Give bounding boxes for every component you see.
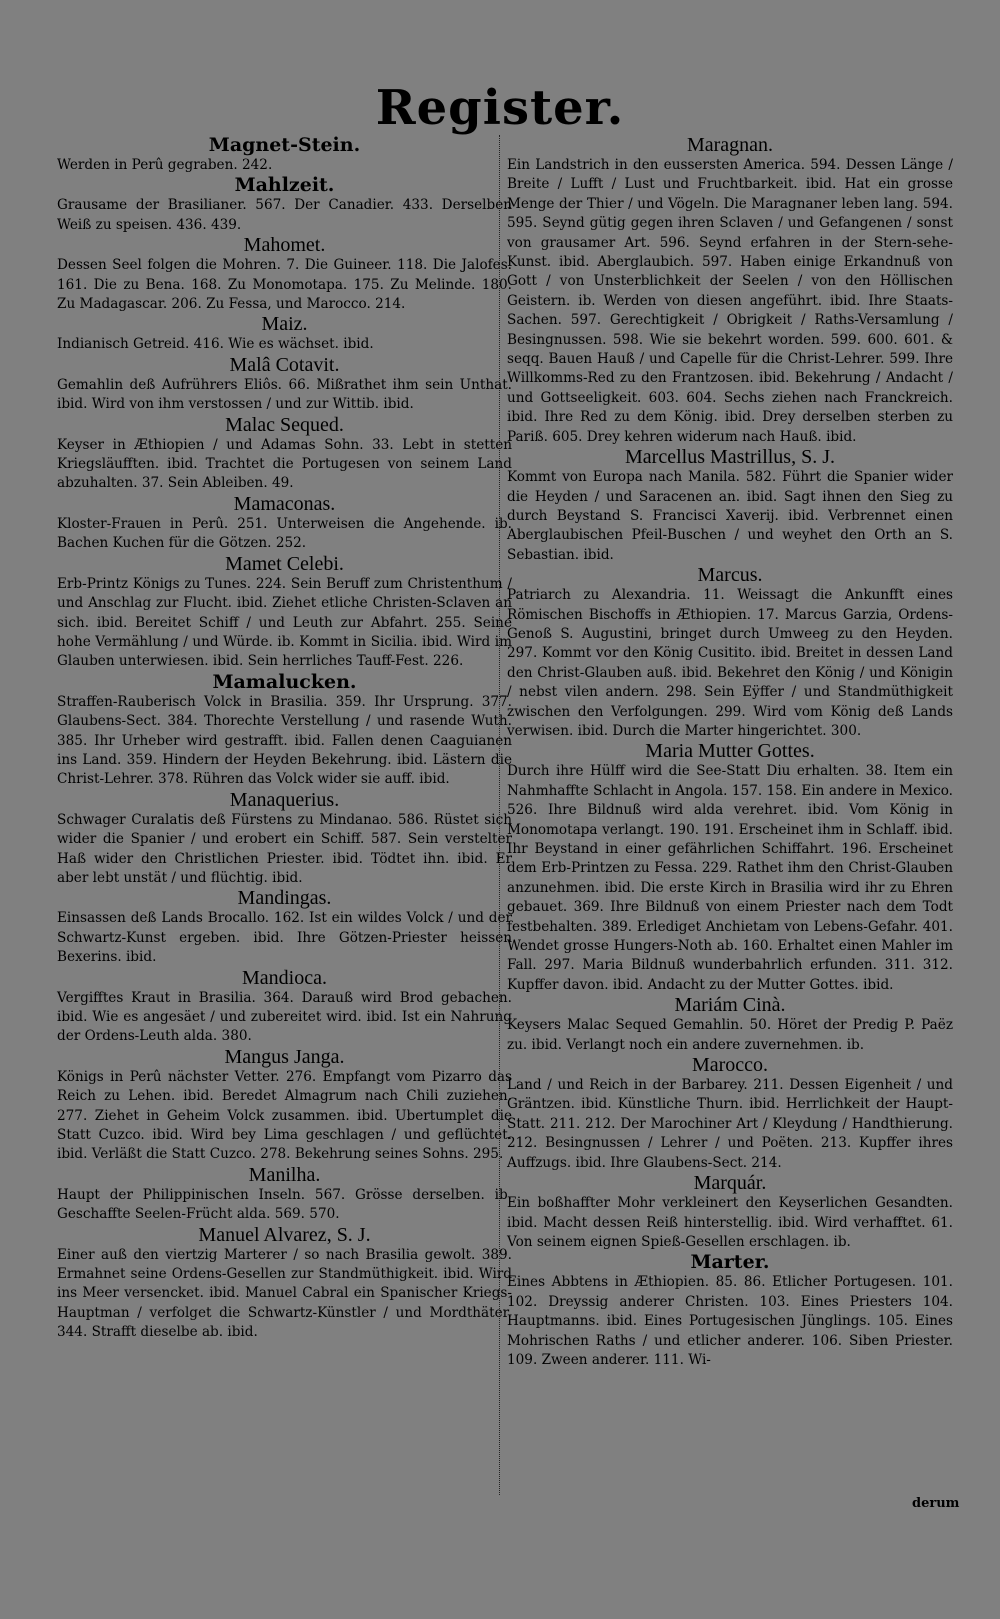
index-entry [57, 355, 512, 415]
entry-heading: Manilha. [248, 1163, 321, 1186]
entry-heading: Marcellus Mastrillus, S. J. [625, 446, 835, 469]
entry-text: Keysers Malac Sequed Gemahlin. 50. Höret der Predig P. Paëz zu. ibid. Verlangt noch ein andere zuvernehmen. ib. [507, 1017, 953, 1053]
index-entry [507, 135, 953, 447]
entry-text: Schwager Curalatis deß Fürstens zu Mindanao. 586. Rüstet sich wider die Spanier / und erobert ein Schiff. 587. Sein verstelter Haß wider den Christlichen Priester. ibid. Tödtet ihn. ibid. Er aber lebt unstät / und flüchtig. ibid. [57, 811, 512, 886]
index-entry [507, 565, 953, 741]
entry-heading: Manuel Alvarez, S. J. [198, 1223, 371, 1246]
entry-heading: Mahlzeit. [234, 174, 335, 197]
index-entry [507, 741, 953, 995]
index-entry [57, 790, 512, 889]
entry-text: Haupt der Philippinischen Inseln. 567. Grösse derselben. ib. Geschaffte Seelen-Frücht alda. 569. 570. [57, 1186, 512, 1223]
entry-text: Land / und Reich in der Barbarey. 211. Dessen Eigenheit / und Gräntzen. ibid. Künstliche Thurn. ibid. Herrlichkeit der Haupt-Statt. 211. 212. Der Marochiner Art / Kleydung / Handthierung. 212. Besingnussen / Lehrer / und Poëten. 213. Kupffer ihres Auffzugs. ibid. Ihre Glaubens-Sect. 214. [507, 1077, 953, 1171]
entry-heading: Malâ Cotavit. [229, 353, 340, 376]
entry-heading: Mandingas. [237, 887, 332, 910]
entry-heading: Mamaconas. [233, 492, 336, 515]
index-entry [507, 995, 953, 1055]
index-entry [57, 135, 512, 175]
entry-text: Gemahlin deß Aufrührers Eliôs. 66. Mißrathet ihm sein Unthat. ibid. Wird von ihm verstossen / und zur Wittib. ibid. [57, 376, 512, 413]
index-entry [507, 1173, 953, 1252]
entry-heading: Marter. [690, 1251, 770, 1274]
entry-text: Einsassen deß Lands Brocallo. 162. Ist ein wildes Volck / und der Schwartz-Kunst ergeben. ibid. Ihre Götzen-Priester heissen Bexerins. ibid. [57, 910, 512, 966]
entry-heading: Mamet Celebi. [225, 552, 344, 575]
entry-heading: Marquár. [693, 1172, 767, 1195]
entry-heading: Maria Mutter Gottes. [645, 740, 815, 763]
index-entry [57, 1165, 512, 1225]
index-entry [57, 672, 512, 790]
entry-text: Durch ihre Hülff wird die See-Statt Diu erhalten. 38. Item ein Nahmhaffte Schlacht in Angola. 157. 158. Ein andere in Mexico. 526. Ihre Bildnuß wird alda verehret. ibid. Vom König in Monomotapa verlangt. 190. 191. Erscheinet ihm in Schlaff. ibid. Ihr Beystand in einer gefährlichen Schiffahrt. 196. Erscheinet dem Erb-Printzen zu Fessa. 229. Rathet ihm den Christ-Glauben anzunehmen. ibid. Die erste Kirch in Brasilia wird ihr zu Ehren gebauet. 369. Ihre Bildnuß von einem Priester nach dem Todt festbehalten. 389. Erlediget Anchietam von Lebens-Gefahr. 401. Wendet grosse Hungers-Noth ab. 160. Erhaltet einen Mahler im Fall. 297. Maria Bildnuß wunderbahrlich erfunden. 311. 312. Kupffer davon. ibid. Andacht zu der Mutter Gottes. ibid. [507, 763, 953, 993]
index-entry [57, 494, 512, 554]
entry-text: Grausame der Brasilianer. 567. Der Canadier. 433. Derselben Weiß zu speisen. 436. 439. [57, 197, 512, 233]
entry-text: Erb-Printz Königs zu Tunes. 224. Sein Beruff zum Christenthum / und Anschlag zur Flucht. ibid. Ziehet etliche Christen-Sclaven an sich. ibid. Bereitet Schiff / und Leuth zur Abfahrt. 255. Seine hohe Vermählung / und Würde. ib. Kommt in Sicilia. ibid. Wird im Glauben unterwiesen. ibid. Sein herrliches Tauff-Fest. 226. [57, 575, 512, 670]
entry-heading: Manaquerius. [229, 788, 340, 811]
entry-text: Ein Landstrich in den eussersten America. 594. Dessen Länge / Breite / Lufft / Lust und Fruchtbarkeit. ibid. Hat ein grosse Menge der Thier / und Vögeln. Die Maragnaner leben lang. 594. 595. Seynd gütig gegen ihren Sclaven / und Gefangenen / sonst von grausamer Art. 596. Seynd erfahren in der Stern-sehe-Kunst. ibid. Aberglaubich. 597. Haben einige Erkandnuß von Gott / von Unsterblichkeit der Seelen / von den Höllischen Geistern. ib. Werden von diesen angeführt. ibid. Ihre Staats-Sachen. 597. Gerechtigkeit / Obrigkeit / Raths-Versamlung / Besingnussen. 598. Wie sie bekehrt worden. 599. 600. 601. & seqq. Bauen Hauß / und Capelle für die Christ-Lehrer. 599. Ihre Willkomms-Red zu den Frantzosen. ibid. Bekehrung / Andacht / und Gottseeligkeit. 603. 604. Sechs ziehen nach Franckreich. ibid. Ihre Red zu dem König. ibid. Drey derselben sterben zu Pariß. 605. Drey kehren widerum nach Hauß. ibid. [507, 157, 953, 445]
index-entry [57, 415, 512, 494]
index-entry [507, 1252, 953, 1370]
entry-text: Eines Abbtens in Æthiopien. 85. 86. Etlicher Portugesen. 101. 102. Dreyssig anderer Christen. 103. Eines Priesters 104. Hauptmanns. ibid. Eines Portugesischen Jünglings. 105. Eines Mohrischen Raths / und etlicher anderer. 106. Siben Priester. 109. Zween anderer. 111. Wi- [507, 1274, 953, 1368]
page-title: Register. [375, 80, 625, 136]
entry-heading: Mamalucken. [212, 670, 357, 693]
entry-heading: Mandioca. [242, 966, 327, 989]
entry-text: Einer auß den viertzig Marterer / so nach Brasilia gewolt. 389. Ermahnet seine Ordens-Gesellen zur Standmüthigkeit. ibid. Wird ins Meer versencket. ibid. Manuel Cabral ein Spanischer Kriegs-Hauptman / verfolget die Schwartz-Künstler / und Mordthäter. 344. Strafft dieselbe ab. ibid. [57, 1246, 512, 1341]
entry-text: Ein boßhaffter Mohr verkleinert den Keyserlichen Gesandten. ibid. Macht dessen Reiß hinterstellig. ibid. Wird verhafftet. 61. Von seinem eignen Spieß-Gesellen erschlagen. ib. [507, 1195, 953, 1250]
entry-heading: Magnet-Stein. [208, 134, 361, 156]
catchword: derum [912, 1496, 960, 1511]
entry-text: Keyser in Æthiopien / und Adamas Sohn. 33. Lebt in stetten Kriegsläufften. ibid. Trachtet die Portugesen von seinem Land abzuhalten. 37. Sein Ableiben. 49. [57, 436, 512, 492]
entry-heading: Maiz. [261, 313, 308, 336]
index-entry [57, 1225, 512, 1343]
index-entry [57, 314, 512, 354]
index-entry [57, 235, 512, 314]
entry-text: Kloster-Frauen in Perû. 251. Unterweisen die Angehende. ib. Bachen Kuchen für die Götzen. 252. [57, 515, 512, 552]
index-entry [507, 1055, 953, 1173]
entry-heading: Mangus Janga. [224, 1045, 345, 1068]
left-column [57, 135, 512, 1343]
index-entry [57, 175, 512, 235]
entry-text: Patriarch zu Alexandria. 11. Weissagt die Ankunfft eines Römischen Bischoffs in Æthiopien. 17. Marcus Garzia, Ordens-Genoß S. Augustini, bringet durch Umweeg zu den Heyden. 297. Kommt vor den König Cusitito. ibid. Breitet in dessen Land den Christ-Glauben auß. ibid. Bekehret den König / und Königin / nebst vilen andern. 298. Sein Eÿffer / und Standmüthigkeit zwischen den Verfolgungen. 299. Wird vom König deß Lands verwisen. ibid. Durch die Marter hingerichtet. 300. [507, 587, 953, 739]
entry-text: Vergifftes Kraut in Brasilia. 364. Darauß wird Brod gebachen. ibid. Wie es angesäet / und zubereitet wird. ibid. Ist ein Nahrung der Ordens-Leuth alda. 380. [57, 989, 512, 1045]
entry-heading: Marocco. [691, 1054, 769, 1077]
entry-text: Indianisch Getreid. 416. Wie es wächset. ibid. [57, 336, 374, 353]
right-column [507, 135, 953, 1370]
entry-text: Werden in Perû gegraben. 242. [57, 157, 273, 173]
entry-text: Kommt von Europa nach Manila. 582. Führt die Spanier wider die Heyden / und Saracenen an. ibid. Sagt ihnen den Sieg zu durch Beystand S. Francisci Xaverij. ibid. Verbrennet einen Aberglaubischen Pfeil-Buschen / und weyhet den Orth an S. Sebastian. ibid. [507, 469, 953, 563]
entry-heading: Mahomet. [243, 234, 326, 257]
index-entry [57, 888, 512, 967]
entry-heading: Maragnan. [686, 134, 774, 156]
index-entry [57, 968, 512, 1047]
entry-text: Straffen-Rauberisch Volck in Brasilia. 359. Ihr Ursprung. 377. Glaubens-Sect. 384. Thorechte Verstellung / und rasende Wuth. 385. Ihr Urheber wird gestrafft. ibid. Fallen denen Caaguianen ins Land. 359. Hindern der Heyden Bekehrung. ibid. Lästern die Christ-Lehrer. 378. Rühren das Volck wider sie auff. ibid. [57, 693, 512, 788]
entry-heading: Marcus. [697, 564, 763, 587]
entry-heading: Mariám Cinà. [674, 994, 786, 1017]
entry-text: Königs in Perû nächster Vetter. 276. Empfangt vom Pizarro das Reich zu Lehen. ibid. Beredet Almagrum nach Chili zuziehen. 277. Ziehet in Geheim Volck zusammen. ibid. Ubertumplet die Statt Cuzco. ibid. Wird bey Lima geschlagen / und geflüchtet. ibid. Verläßt die Statt Cuzco. 278. Bekehrung seines Sohns. 295. [57, 1068, 512, 1163]
index-entry [507, 447, 953, 565]
index-entry [57, 554, 512, 672]
entry-heading: Malac Sequed. [225, 413, 344, 436]
index-entry [57, 1047, 512, 1165]
entry-text: Dessen Seel folgen die Mohren. 7. Die Guineer. 118. Die Jalofes. 161. Die zu Bena. 168. Zu Monomotapa. 175. Zu Melinde. 180. Zu Madagascar. 206. Zu Fessa, und Marocco. 214. [57, 257, 512, 313]
